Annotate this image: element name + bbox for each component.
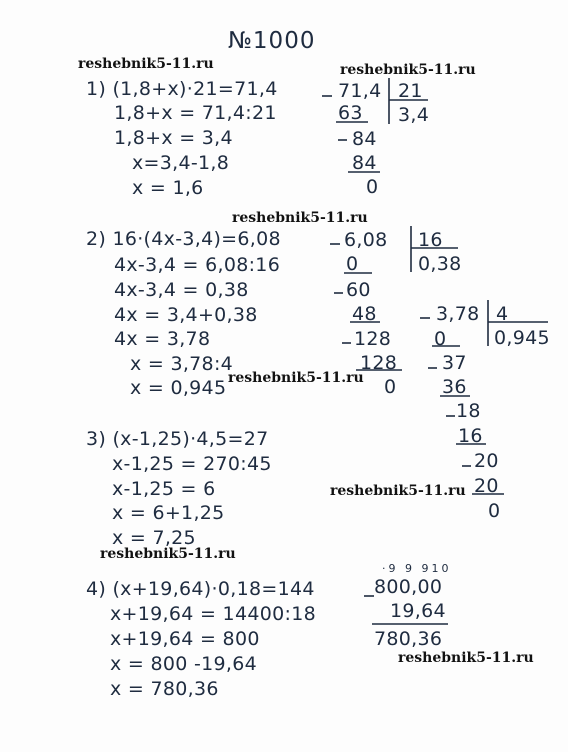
equation-line: 1) (1,8+x)·21=71,4 [86,78,278,100]
equation-line: x=3,4-1,8 [132,152,230,174]
equation-line: 4x = 3,78 [114,328,211,350]
division-step: 0 [434,328,447,350]
division-step: 0 [346,253,359,275]
division-step: 84 [352,128,377,150]
equation-line: x = 1,6 [132,177,204,199]
equation-line: 2) 16·(4x-3,4)=6,08 [86,228,281,250]
division-step: 84 [352,152,377,174]
division-step: 36 [442,376,467,398]
watermark: reshebnik5-11.ru [78,56,214,72]
division-step: 37 [442,352,467,374]
borrow-marks: ·9 9 910 [382,562,452,575]
watermark: reshebnik5-11.ru [398,650,534,666]
equation-line: 4) (x+19,64)·0,18=144 [86,578,315,600]
equation-line: 1,8+x = 3,4 [114,127,233,149]
division-step: 0 [384,376,397,398]
equation-line: x = 0,945 [130,377,227,399]
subtraction-subtrahend: 19,64 [390,600,446,622]
division-step: 63 [338,102,363,124]
equation-line: 4x-3,4 = 0,38 [114,279,249,301]
equation-line: 4x = 3,4+0,38 [114,304,258,326]
subtraction-result: 780,36 [374,628,443,650]
equation-line: 4x-3,4 = 6,08:16 [114,254,281,276]
division-dividend: 3,78 [436,303,480,325]
division-step: 16 [458,425,483,447]
division-step: 0 [488,500,501,522]
division-step: 20 [474,475,499,497]
equation-line: 3) (x-1,25)·4,5=27 [86,428,269,450]
equation-line: x+19,64 = 800 [110,628,260,650]
watermark: reshebnik5-11.ru [228,370,364,386]
division-step: 128 [360,352,398,374]
division-step: 60 [346,279,371,301]
division-quotient: 0,945 [494,327,550,349]
division-dividend: 6,08 [344,229,388,251]
equation-line: x-1,25 = 6 [112,478,216,500]
equation-line: x = 780,36 [110,678,219,700]
division-step: 48 [352,303,377,325]
subtraction-minuend: 800,00 [374,576,443,598]
equation-line: x = 7,25 [112,527,196,549]
equation-line: x+19,64 = 14400:18 [110,603,316,625]
division-quotient: 0,38 [418,253,462,275]
division-step: 20 [474,450,499,472]
equation-line: x = 3,78:4 [130,353,234,375]
division-step: 18 [456,400,481,422]
division-dividend: 71,4 [338,80,382,102]
equation-line: x = 6+1,25 [112,502,225,524]
watermark: reshebnik5-11.ru [100,546,236,562]
division-quotient: 3,4 [398,104,430,126]
watermark: reshebnik5-11.ru [232,210,368,226]
equation-line: x-1,25 = 270:45 [112,453,272,475]
division-step: 128 [354,328,392,350]
equation-line: 1,8+x = 71,4:21 [114,102,277,124]
equation-line: x = 800 -19,64 [110,653,257,675]
problem-title: №1000 [228,28,316,54]
division-divisor: 21 [398,80,423,102]
watermark: reshebnik5-11.ru [340,62,476,78]
watermark: reshebnik5-11.ru [330,483,466,499]
division-step: 0 [366,176,379,198]
division-divisor: 4 [496,303,509,325]
division-divisor: 16 [418,229,443,251]
